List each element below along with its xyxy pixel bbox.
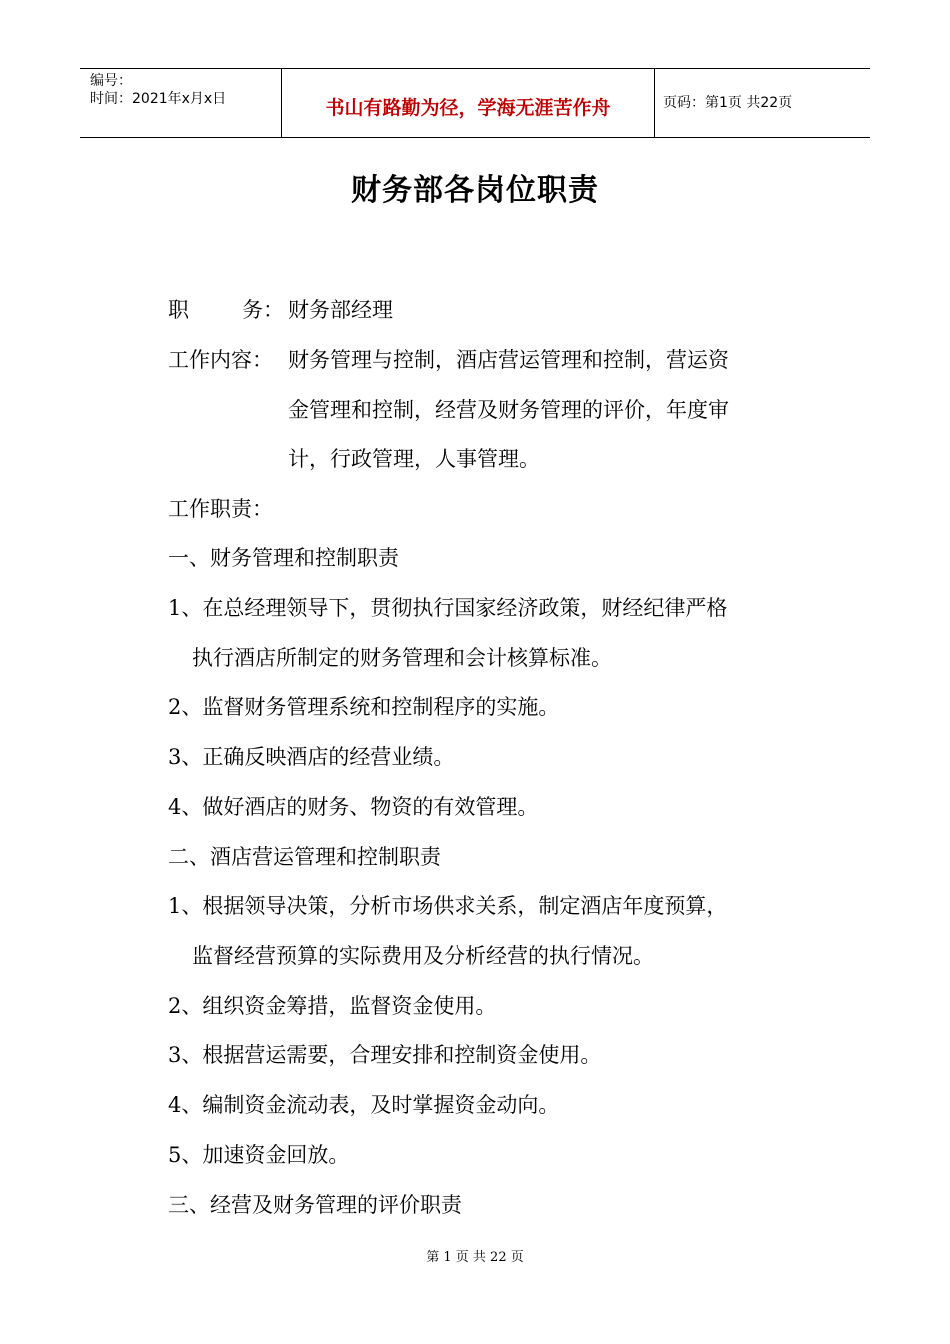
position-label-a: 职	[168, 298, 189, 322]
list-item: 2、组织资金筹措，监督资金使用。	[168, 994, 497, 1018]
duties-label: 工作职责：	[168, 497, 273, 521]
work-content-line: 计，行政管理，人事管理。	[288, 447, 540, 471]
work-content-line: 金管理和控制，经营及财务管理的评价，年度审	[288, 398, 729, 422]
list-item: 3、根据营运需要，合理安排和控制资金使用。	[168, 1043, 602, 1067]
list-item: 5、加速资金回放。	[168, 1143, 350, 1167]
header-page-cell	[655, 69, 870, 137]
section-heading: 三、经营及财务管理的评价职责	[168, 1193, 462, 1217]
list-item-continuation: 监督经营预算的实际费用及分析经营的执行情况。	[192, 944, 654, 968]
section-heading: 一、财务管理和控制职责	[168, 546, 399, 570]
page-title: 财务部各岗位职责	[351, 173, 599, 208]
list-item: 4、编制资金流动表，及时掌握资金动向。	[168, 1093, 560, 1117]
document-time-label: 时间：2021年x月x日	[90, 91, 227, 107]
list-item: 3、正确反映酒店的经营业绩。	[168, 745, 455, 769]
header-motto: 书山有路勤为径，学海无涯苦作舟	[325, 97, 611, 119]
position-value: 财务部经理	[288, 298, 393, 322]
document-number-label: 编号：	[90, 73, 132, 89]
header-page-info: 页码：第1页 共22页	[663, 95, 793, 111]
work-content-label: 工作内容：	[168, 348, 273, 372]
list-item: 2、监督财务管理系统和控制程序的实施。	[168, 695, 560, 719]
document-header	[80, 68, 870, 138]
header-meta-cell	[80, 69, 282, 137]
position-label-b: 务：	[242, 298, 284, 322]
work-content-line: 财务管理与控制，酒店营运管理和控制，营运资	[288, 348, 729, 372]
page-footer: 第 1 页 共 22 页	[426, 1250, 524, 1265]
list-item: 4、做好酒店的财务、物资的有效管理。	[168, 795, 539, 819]
header-motto-cell	[282, 69, 655, 137]
section-heading: 二、酒店营运管理和控制职责	[168, 845, 441, 869]
list-item: 1、在总经理领导下，贯彻执行国家经济政策，财经纪律严格	[168, 596, 728, 620]
list-item: 1、根据领导决策，分析市场供求关系，制定酒店年度预算，	[168, 894, 728, 918]
list-item-continuation: 执行酒店所制定的财务管理和会计核算标准。	[192, 646, 612, 670]
